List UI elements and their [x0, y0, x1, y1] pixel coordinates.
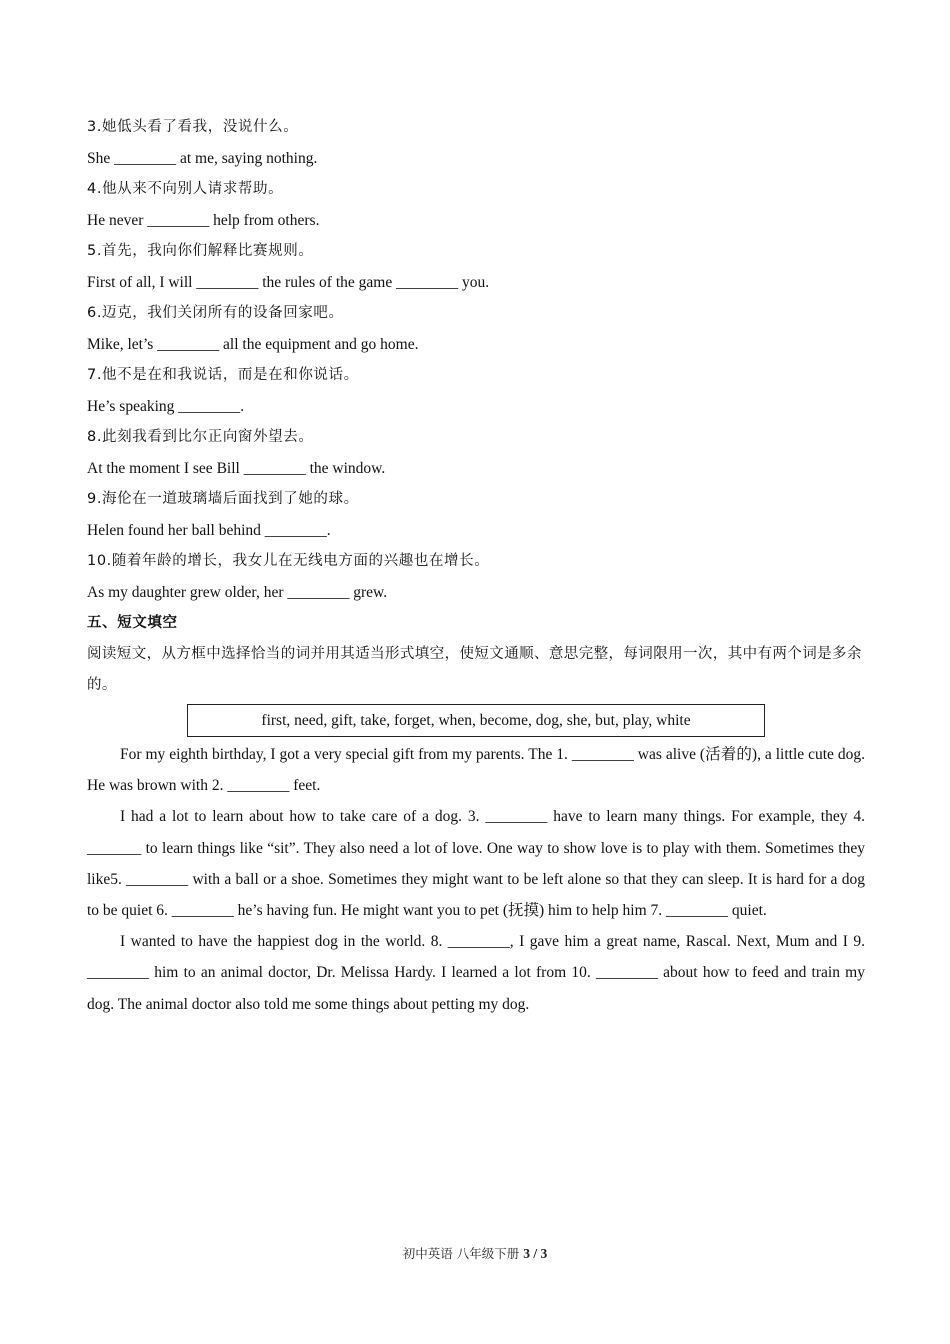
item-7-english: He’s speaking ________. — [87, 398, 245, 415]
item-7-chinese: 7.他不是在和我说话，而是在和你说话。 — [87, 367, 359, 383]
word-bank-box: first, need, gift, take, forget, when, become, dog, she, but, play, white — [187, 704, 765, 737]
item-6-chinese: 6.迈克，我们关闭所有的设备回家吧。 — [87, 305, 344, 321]
section-instruction: 阅读短文，从方框中选择恰当的词并用其适当形式填空，使短文通顺、意思完整，每词限用一次，其中有两个词是多余的。 — [87, 646, 862, 693]
item-10-chinese: 10.随着年龄的增长，我女儿在无线电方面的兴趣也在增长。 — [87, 553, 490, 569]
footer-subject: 初中英语 八年级下册 — [402, 1246, 520, 1261]
section-heading: 五、短文填空 — [87, 615, 178, 631]
passage-paragraph-2: I had a lot to learn about how to take care of a dog. 3. ________ have to learn many things. For example, they 4. _______ to learn things like “sit”. They also need a lot of love. One way to show love is to play with them. Sometimes they like5. ________ with a ball or a shoe. Sometimes they might want to be left alone so that they can sleep. It is hard for a dog to be quiet 6. ________ he’s having fun. He might want you to pet (抚摸) him to help him 7. ________ quiet. — [87, 808, 865, 920]
translation-section — [87, 112, 865, 608]
page-number: 3 / 3 — [523, 1246, 548, 1261]
item-9-english: Helen found her ball behind ________. — [87, 522, 331, 539]
item-4-chinese: 4.他从来不向别人请求帮助。 — [87, 181, 284, 197]
item-6-english: Mike, let’s ________ all the equipment and go home. — [87, 336, 419, 353]
item-8-english: At the moment I see Bill ________ the window. — [87, 460, 386, 477]
item-3-english: She ________ at me, saying nothing. — [87, 150, 318, 167]
worksheet-page — [87, 112, 865, 1020]
item-10-english: As my daughter grew older, her ________ grew. — [87, 584, 388, 601]
page-footer — [0, 1244, 950, 1262]
cloze-section — [87, 608, 865, 1020]
item-9-chinese: 9.海伦在一道玻璃墙后面找到了她的球。 — [87, 491, 359, 507]
item-4-english: He never ________ help from others. — [87, 212, 320, 229]
item-8-chinese: 8.此刻我看到比尔正向窗外望去。 — [87, 429, 314, 445]
passage-paragraph-3: I wanted to have the happiest dog in the world. 8. ________, I gave him a great name, Rascal. Next, Mum and I 9. ________ him to an animal doctor, Dr. Melissa Hardy. I learned a lot from 10. ________ about how to feed and train my dog. The animal doctor also told me some things about petting my dog. — [87, 933, 865, 1013]
item-5-chinese: 5.首先，我向你们解释比赛规则。 — [87, 243, 314, 259]
passage-paragraph-1: For my eighth birthday, I got a very special gift from my parents. The 1. ________ was alive (活着的), a little cute dog. He was brown with 2. ________ feet. — [87, 746, 865, 795]
item-5-english: First of all, I will ________ the rules of the game ________ you. — [87, 274, 490, 291]
item-3-chinese: 3.她低头看了看我，没说什么。 — [87, 119, 299, 135]
